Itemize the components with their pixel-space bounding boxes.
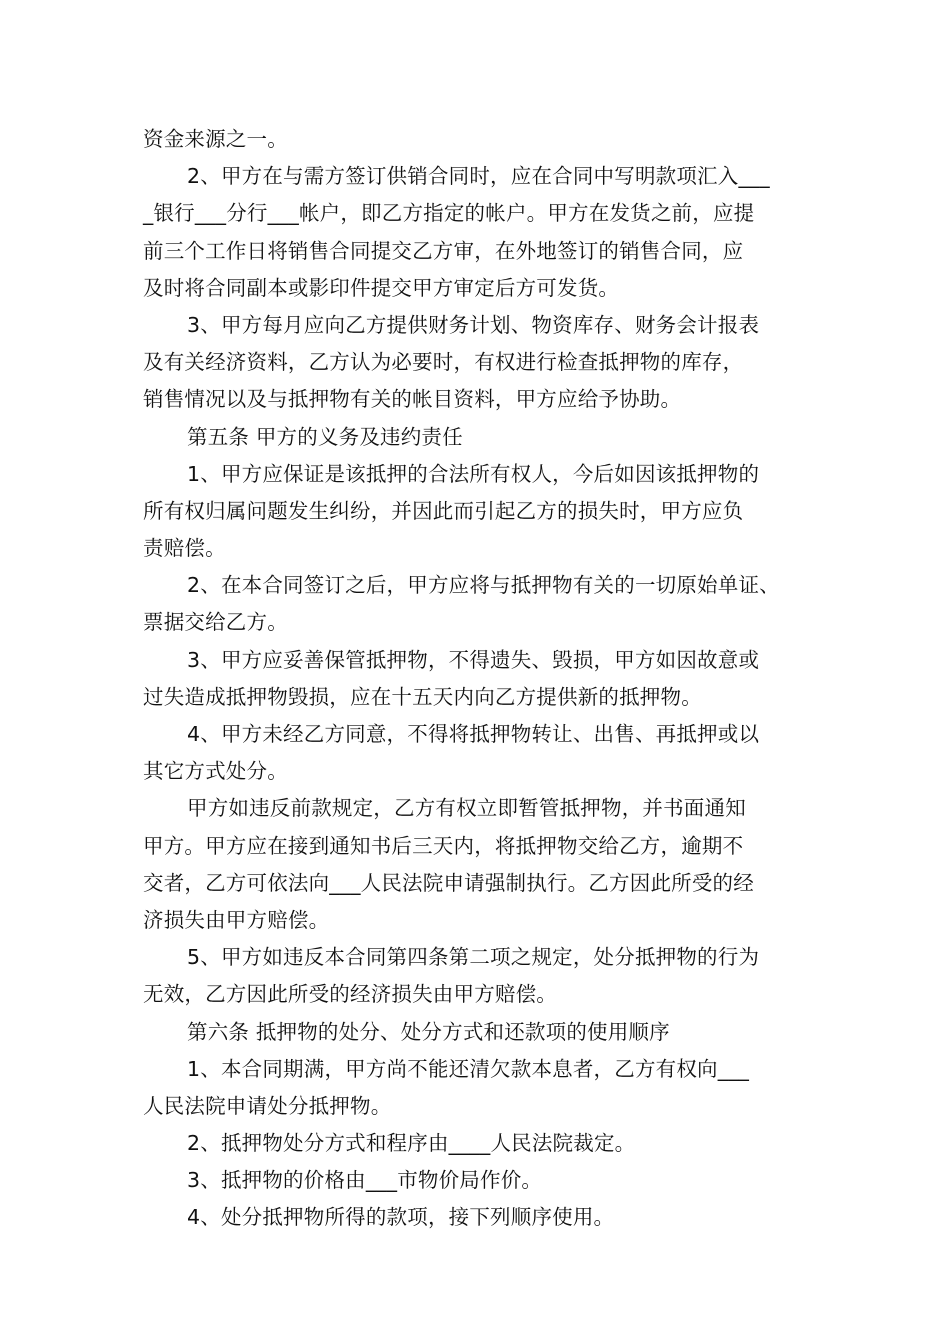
text-line: 票据交给乙方。 [143, 610, 288, 635]
text-line: 1、甲方应保证是该抵押的合法所有权人，今后如因该抵押物的 [187, 461, 760, 486]
text-line: 资金来源之一。 [143, 127, 288, 151]
text-line: 甲方。甲方应在接到通知书后三天内，将抵押物交给乙方，逾期不 [143, 833, 744, 858]
text-line: 3、抵押物的价格由___市物价局作价。 [187, 1168, 543, 1193]
text-line: _银行___分行___帐户，即乙方指定的帐户。甲方在发货之前，应提 [143, 201, 755, 226]
text-line: 甲方如违反前款规定，乙方有权立即暂管抵押物，并书面通知 [187, 796, 746, 821]
text-line: 3、甲方应妥善保管抵押物，不得遗失、毁损，甲方如因故意或 [187, 647, 760, 672]
contract-body-text [143, 121, 823, 1237]
text-line: 第六条 抵押物的处分、处分方式和还款项的使用顺序 [187, 1019, 670, 1044]
text-line: 无效，乙方因此所受的经济损失由甲方赔偿。 [143, 982, 557, 1007]
text-line: 1、本合同期满，甲方尚不能还清欠款本息者，乙方有权向___ [187, 1056, 750, 1081]
text-line: 所有权归属问题发生纠纷，并因此而引起乙方的损失时，甲方应负 [143, 498, 744, 523]
text-line: 4、处分抵押物所得的款项，接下列顺序使用。 [187, 1205, 615, 1230]
text-line: 销售情况以及与抵押物有关的帐目资料，甲方应给予协助。 [143, 387, 682, 412]
text-line: 人民法院申请处分抵押物。 [143, 1093, 392, 1118]
text-line: 交者，乙方可依法向___人民法院申请强制执行。乙方因此所受的经 [143, 870, 754, 895]
text-line: 济损失由甲方赔偿。 [143, 907, 330, 932]
text-line: 3、甲方每月应向乙方提供财务计划、物资库存、财务会计报表 [187, 312, 760, 337]
text-line: 其它方式处分。 [143, 759, 288, 784]
text-line: 责赔偿。 [143, 536, 226, 561]
text-line: 及时将合同副本或影印件提交甲方审定后方可发货。 [143, 275, 620, 300]
text-line: 2、抵押物处分方式和程序由____人民法院裁定。 [187, 1131, 636, 1156]
text-line: 第五条 甲方的义务及违约责任 [187, 424, 463, 449]
text-line: 过失造成抵押物毁损，应在十五天内向乙方提供新的抵押物。 [143, 684, 702, 709]
text-line: 及有关经济资料，乙方认为必要时，有权进行检查抵押物的库存， [143, 350, 744, 375]
text-line: 4、甲方未经乙方同意，不得将抵押物转让、出售、再抵押或以 [187, 722, 760, 746]
text-line: 5、甲方如违反本合同第四条第二项之规定，处分抵押物的行为 [187, 945, 760, 970]
text-line: 前三个工作日将销售合同提交乙方审，在外地签订的销售合同，应 [143, 238, 744, 263]
text-line: 2、在本合同签订之后，甲方应将与抵押物有关的一切原始单证、 [187, 573, 780, 598]
text-line: 2、甲方在与需方签订供销合同时，应在合同中写明款项汇入___ [187, 164, 770, 189]
